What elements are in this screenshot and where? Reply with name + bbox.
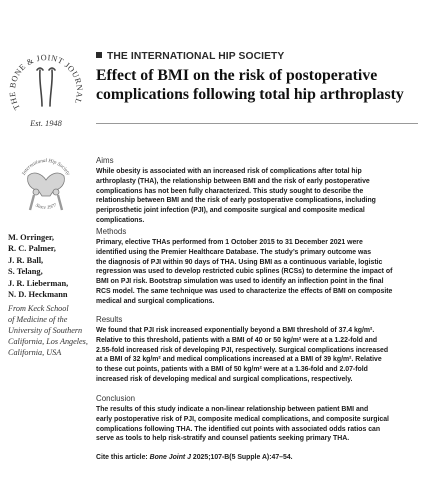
body-line: While obesity is associated with an increased risk of complications after total hip [96,168,362,175]
body-line: Relative to this threshold, patients with a BMI of 40 or 50 kg/m² were at a 1.22-fold and [96,336,378,344]
section-heading: Conclusion [96,394,136,403]
square-bullet-icon [96,52,102,58]
body-line: The results of this study indicate a non-linear relationship between patient BMI and [96,406,369,413]
society-logo [14,150,78,214]
journal-logo-arc-text: THE BONE & JOINT JOURNAL [7,52,85,112]
body-line: RCS model. The same technique was used to characterize the effects of BMI on composite [96,287,393,295]
article-title-line: Effect of BMI on the risk of postoperative [96,67,378,84]
body-line: complications has not been fully characterized. This study sought to describe the [96,187,364,195]
body-line: at a BMI of 32 kg/m² and medical complications increased at a BMI of 39 kg/m². Relative [96,356,382,364]
body-line: serve as tools to help risk-stratify and counsel patients seeking primary THA. [96,435,350,443]
section-results [96,315,418,385]
society-logo-since: Since 1977 [34,203,58,211]
author: J. R. Lieberman, [8,278,69,288]
affiliation-line: of Medicine of the [8,315,68,324]
pelvis-skeleton-icon [28,173,65,210]
section-heading: Results [96,315,123,324]
author-list [8,232,88,300]
section-body [96,238,418,307]
body-line: We found that PJI risk increased exponentially beyond a BMI threshold of 37.4 kg/m². [96,327,375,334]
section-methods [96,227,418,307]
affiliation-line: University of Southern [8,326,83,335]
citation-journal: Bone Joint J [149,454,191,461]
body-line: complications. [96,216,145,224]
society-name: THE INTERNATIONAL HIP SOCIETY [107,51,285,62]
body-line: arthroplasty (THA), the relationship between BMI and the risk of early postoperative [96,177,370,185]
journal-established: Est. 1948 [30,119,62,128]
author: R. C. Palmer, [8,244,56,254]
body-line: the diagnosis of PJI within 90 days of THA. Using BMI as a continuous variable, logistic [96,258,383,266]
affiliation-line: California, Los Angeles, [8,337,88,346]
society-logo-arc-text: International Hip Society [20,157,72,177]
author: S. Telang, [8,267,43,277]
section-body [96,167,418,226]
body-line: early postoperative risk of PJI, composite medical complications, and composite surgical [96,415,389,423]
citation-rest: 2025;107-B(5 Supple A):47–54. [190,454,293,461]
body-line: regression was used to develop restricted cubic splines (RCSs) to determine the impact of [96,268,393,276]
body-line: Primary, elective THAs performed from 1 October 2015 to 31 December 2021 were [96,239,363,246]
title-divider [96,123,418,124]
body-line: to these cut points, patients with a BMI of 50 kg/m² were at a 1.36-fold and 2.07-fold [96,366,368,374]
svg-text:International Hip Society [20,158,71,177]
author: M. Orringer, [8,233,54,242]
section-aims [96,156,418,226]
citation-prefix: Cite this article: [96,454,150,461]
body-line: complications following THA. The identified cut points with associated odds ratios can [96,425,381,433]
journal-logo-emblem-icon [37,68,55,106]
section-heading: Aims [96,156,114,165]
section-body [96,405,418,444]
society-header [96,51,284,62]
body-line: relationship between BMI and the risk of early postoperative complications, including [96,197,376,205]
body-line: 2.55-fold increased risk of developing PJI, respectively. Surgical complications increased [96,346,389,354]
affiliation-line: California, USA [8,348,62,357]
section-heading: Methods [96,227,127,236]
body-line: medical and surgical complications. [96,297,215,305]
author: J. R. Ball, [8,255,44,265]
svg-text:Since 1977 [35,203,58,211]
article-title [96,66,422,104]
author: N. D. Heckmann [8,290,68,300]
section-body [96,326,418,385]
body-line: identified using the Premier Healthcare Database. The study’s primary outcome was [96,248,372,256]
article-title-line: complications following total hip arthroplasty [96,86,404,103]
body-line: periprosthetic joint infection (PJI), and composite surgical and composite medical [96,207,365,215]
journal-logo [6,40,86,136]
author-affiliation [8,303,90,358]
svg-text:THE BONE & JOINT JOURNAL [8,53,84,111]
body-line: BMI on PJI risk. Bootstrap simulation was used to identify an inflection point in the final [96,278,384,286]
body-line: increased risk of developing medical and surgical complications, respectively. [96,375,353,383]
citation [96,454,293,461]
affiliation-line: From Keck School [8,304,69,313]
section-conclusion [96,394,418,444]
